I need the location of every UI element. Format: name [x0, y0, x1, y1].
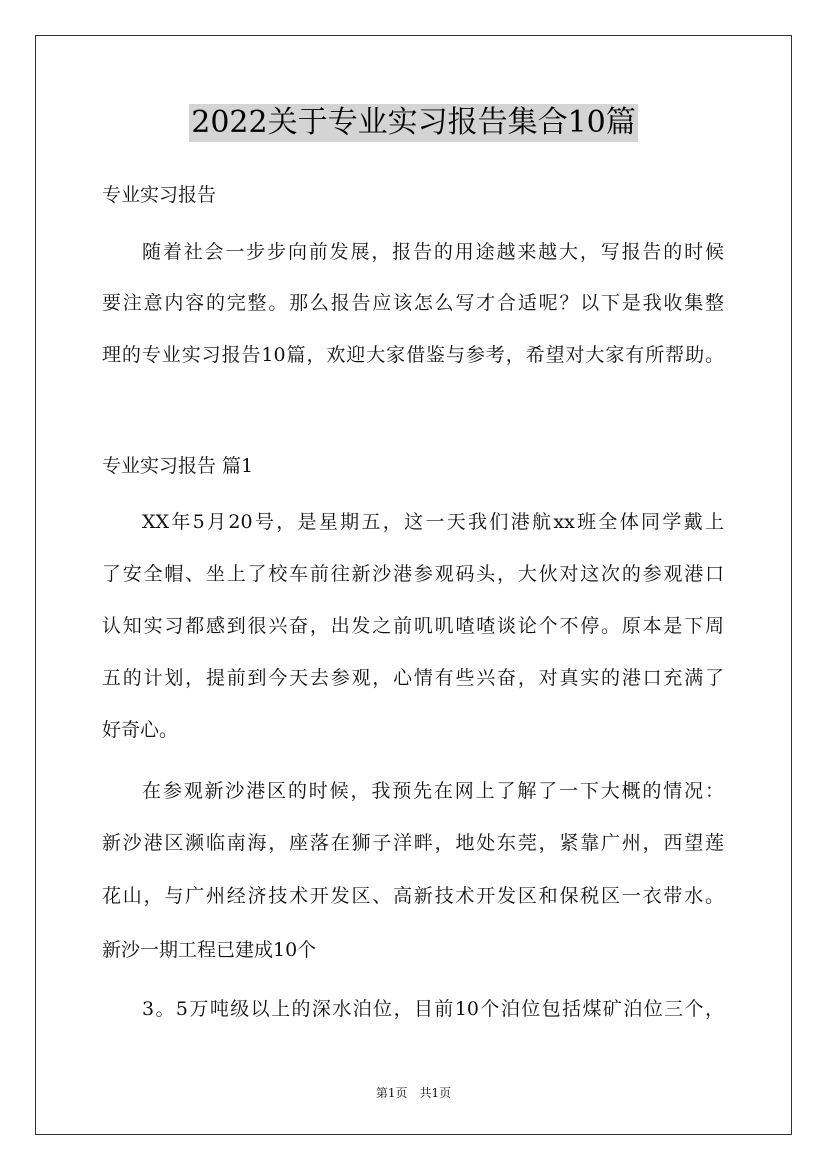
page-footer: 第1页 共1页 — [375, 1086, 452, 1100]
intro-line: 要注意内容的完整。那么报告应该怎么写才合适呢？以下是我收集整 — [102, 292, 724, 314]
section1-para2-line: 在参观新沙港区的时候，我预先在网上了解了一下大概的情况： — [142, 780, 724, 802]
section1-para1-line: XX年5月20号，是星期五，这一天我们港航xx班全体同学戴上 — [142, 511, 724, 533]
section1-para1-line: 了安全帽、坐上了校车前往新沙港参观码头，大伙对这次的参观港口 — [102, 563, 724, 585]
section1-para1-line: 好奇心。 — [102, 719, 179, 741]
section1-para1-line: 五的计划，提前到今天去参观，心情有些兴奋，对真实的港口充满了 — [102, 667, 724, 689]
title-container — [0, 104, 827, 142]
section1-para1-line: 认知实习都感到很兴奋，出发之前叽叽喳喳谈论个不停。原本是下周 — [102, 615, 724, 637]
section1-para2-line: 新沙港区濒临南海，座落在狮子洋畔，地处东莞，紧靠广州，西望莲 — [102, 832, 724, 854]
section1-para2-line: 花山，与广州经济技术开发区、高新技术开发区和保税区一衣带水。 — [102, 885, 724, 907]
section1-heading: 专业实习报告 篇1 — [102, 455, 254, 477]
section1-para2-line: 新沙一期工程已建成10个 — [102, 939, 317, 961]
intro-heading: 专业实习报告 — [102, 184, 217, 206]
intro-line: 随着社会一步步向前发展，报告的用途越来越大，写报告的时候 — [142, 241, 724, 263]
document-title: 2022关于专业实习报告集合10篇 — [191, 105, 636, 140]
intro-line: 理的专业实习报告10篇，欢迎大家借鉴与参考，希望对大家有所帮助。 — [102, 344, 724, 366]
section1-para3-line: 3。5万吨级以上的深水泊位，目前10个泊位包括煤矿泊位三个， — [142, 998, 724, 1020]
